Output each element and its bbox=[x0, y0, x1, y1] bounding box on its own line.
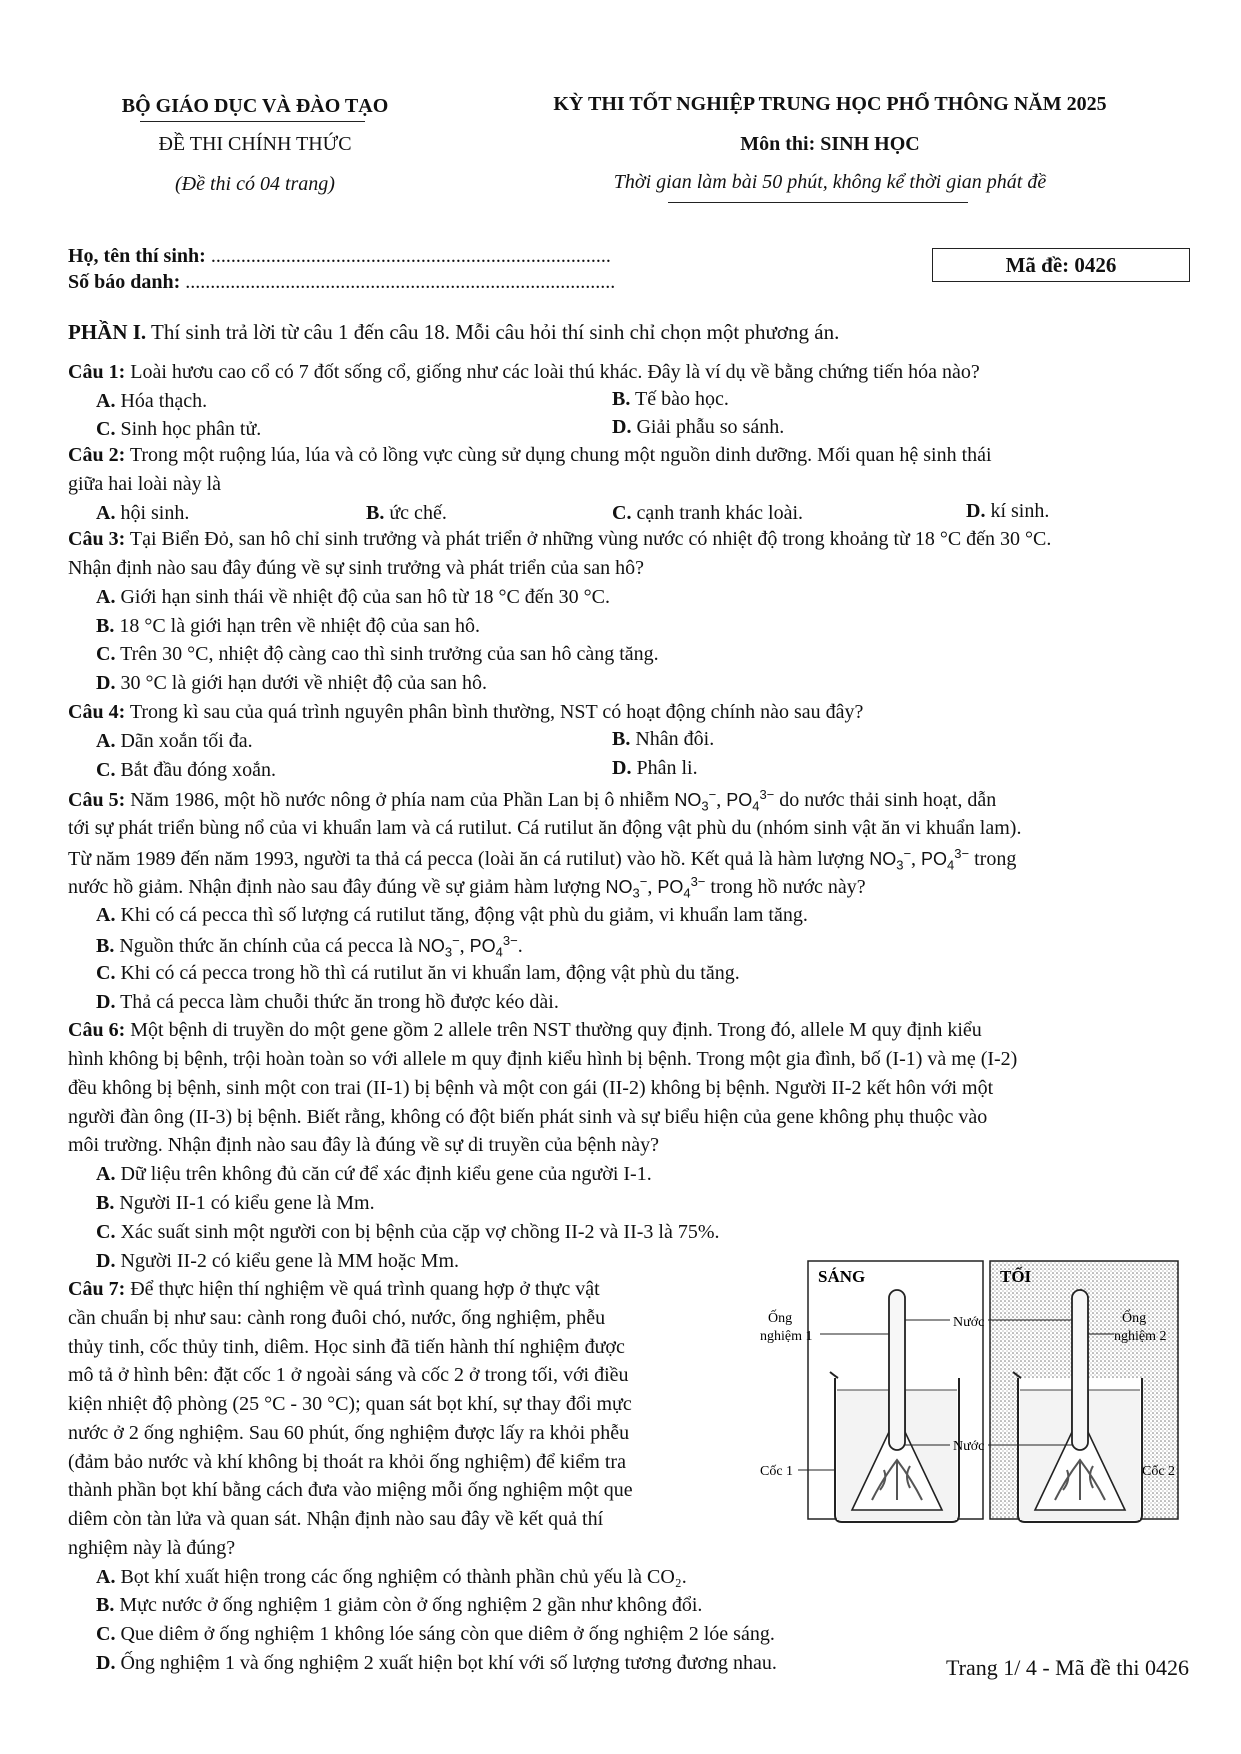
official-label: ĐỀ THI CHÍNH THỨC bbox=[158, 133, 352, 155]
q5-line1a: Năm 1986, một hồ nước nông ở phía nam của Phần Lan bị ô nhiễm bbox=[130, 789, 670, 811]
q7-line3: thủy tinh, cốc thủy tinh, diêm. Học sinh đã tiến hành thí nghiệm được bbox=[68, 1336, 625, 1358]
option-text: Người II-1 có kiểu gene là Mm. bbox=[119, 1192, 375, 1214]
q7-label: Câu 7: bbox=[68, 1278, 126, 1300]
cup2-label: Cốc 2 bbox=[1142, 1464, 1176, 1479]
option-letter: A. bbox=[96, 904, 116, 926]
q2-option-c bbox=[612, 502, 803, 525]
q5-stem: Câu 5: Năm 1986, một hồ nước nông ở phía nam của Phần Lan bị ô nhiễm $NO_3^-$, $PO_4^{3-}$ do nước thải sinh hoạt, dẫn bbox=[68, 787, 997, 814]
option-text: Trên 30 °C, nhiệt độ càng cao thì sinh trưởng của san hô càng tăng. bbox=[120, 643, 659, 665]
q5-stem-3: Từ năm 1989 đến năm 1993, người ta thả cá pecca (loài ăn cá rutilut) vào hồ. Kết quả là hàm lượng $NO_3^-$, $PO_4^{3-}$ trong bbox=[68, 846, 1017, 873]
name-dots: ................................................................................ bbox=[210, 245, 611, 267]
q6-line4: người đàn ông (II-3) bị bệnh. Biết rằng, không có đột biến phát sinh và sự biểu hiện của gene không phụ thuộc vào bbox=[68, 1106, 988, 1128]
q5-option-b: B. Nguồn thức ăn chính của cá pecca là $NO_3^-$, $PO_4^{3-}$. bbox=[96, 933, 523, 960]
q5-line2: tới sự phát triển bùng nổ của vi khuẩn lam và cá rutilut. Cá rutilut ăn động vật phù du (nhóm sinh vật ăn vi khuẩn lam). bbox=[68, 817, 1022, 839]
option-letter: C. bbox=[96, 643, 116, 665]
option-letter: B. bbox=[612, 388, 631, 410]
option-text: Ống nghiệm 1 và ống nghiệm 2 xuất hiện bọt khí với số lượng tương đương nhau. bbox=[120, 1652, 777, 1674]
q6-option-c bbox=[96, 1221, 720, 1244]
q4-option-d bbox=[612, 757, 698, 780]
q7-option-b bbox=[96, 1594, 702, 1617]
option-text: Bắt đầu đóng xoắn. bbox=[120, 759, 276, 781]
q6-line5: môi trường. Nhận định nào sau đây là đúng về sự di truyền của bệnh này? bbox=[68, 1134, 660, 1156]
q6-stem bbox=[68, 1019, 982, 1042]
option-letter: D. bbox=[612, 757, 632, 779]
q5-option-a bbox=[96, 904, 808, 927]
q5-line1b: do nước thải sinh hoạt, dẫn bbox=[779, 789, 997, 811]
q3-stem-2 bbox=[68, 557, 644, 580]
q7-stem-8 bbox=[68, 1479, 633, 1502]
chem-no3: $NO_3^-$ bbox=[674, 787, 717, 814]
water-top-label: Nước bbox=[953, 1315, 985, 1330]
q5-option-c bbox=[96, 962, 740, 985]
option-letter: A. bbox=[96, 390, 116, 412]
q4-stem bbox=[68, 701, 863, 724]
option-letter: A. bbox=[96, 586, 116, 608]
q3-option-b bbox=[96, 615, 480, 638]
q1-option-b bbox=[612, 388, 729, 411]
q6-stem-4 bbox=[68, 1106, 987, 1129]
option-letter: C. bbox=[96, 418, 116, 440]
q3-line1: Tại Biển Đỏ, san hô chỉ sinh trưởng và phát triển ở những vùng nước có nhiệt độ trong khoảng từ 18 °C đến 30 °C. bbox=[129, 528, 1052, 550]
q7-line5: kiện nhiệt độ phòng (25 °C - 30 °C); quan sát bọt khí, sự thay đổi mực bbox=[68, 1393, 632, 1415]
option-letter: B. bbox=[96, 1594, 115, 1616]
q3-option-c bbox=[96, 643, 659, 666]
option-letter: C. bbox=[96, 962, 116, 984]
option-text: Sinh học phân tử. bbox=[120, 418, 262, 440]
name-row bbox=[68, 245, 611, 268]
option-letter: B. bbox=[96, 615, 115, 637]
exam-title: KỲ THI TỐT NGHIỆP TRUNG HỌC PHỔ THÔNG NĂM 2025 bbox=[553, 93, 1107, 115]
id-dots: ...................................................................................... bbox=[185, 271, 616, 293]
option-letter: A. bbox=[96, 730, 116, 752]
option-letter: D. bbox=[612, 416, 632, 438]
q3-option-a bbox=[96, 586, 610, 609]
option-letter: C. bbox=[96, 1221, 116, 1243]
q5-option-d bbox=[96, 991, 559, 1014]
chem-po4: $PO_4^{3-}$ bbox=[921, 846, 970, 873]
option-letter: B. bbox=[366, 502, 385, 524]
option-letter: D. bbox=[96, 991, 116, 1013]
option-text: Giải phẫu so sánh. bbox=[636, 416, 785, 438]
tube2-label-2: nghiệm 2 bbox=[1114, 1329, 1167, 1344]
option-letter: B. bbox=[96, 1192, 115, 1214]
chem-po4: $PO_4^{3-}$ bbox=[657, 874, 706, 901]
q7-line8: thành phần bọt khí bằng cách đưa vào miệng mỗi ống nghiệm một que bbox=[68, 1479, 633, 1501]
q7-line6: nước ở 2 ống nghiệm. Sau 60 phút, ống nghiệm được lấy ra khỏi phễu bbox=[68, 1422, 630, 1444]
option-text: kí sinh. bbox=[990, 500, 1050, 522]
q2-option-a bbox=[96, 502, 189, 525]
q4-option-b bbox=[612, 728, 714, 751]
option-text: Mực nước ở ống nghiệm 1 giảm còn ở ống nghiệm 2 gần như không đổi. bbox=[119, 1594, 703, 1616]
option-text: Nguồn thức ăn chính của cá pecca là bbox=[119, 935, 413, 957]
q7-stem-9 bbox=[68, 1508, 603, 1531]
q6-stem-5 bbox=[68, 1134, 659, 1157]
q6-stem-3 bbox=[68, 1077, 993, 1100]
option-text: Giới hạn sinh thái về nhiệt độ của san hô từ 18 °C đến 30 °C. bbox=[120, 586, 611, 608]
tube1-label-2: nghiệm 1 bbox=[760, 1329, 813, 1344]
option-letter: D. bbox=[96, 672, 116, 694]
light-label: SÁNG bbox=[818, 1267, 866, 1286]
q5-label: Câu 5: bbox=[68, 789, 126, 811]
option-text: Nhân đôi. bbox=[635, 728, 715, 750]
part1-text: Thí sinh trả lời từ câu 1 đến câu 18. Mỗi câu hỏi thí sinh chỉ chọn một phương án. bbox=[151, 320, 840, 344]
q7-stem-10 bbox=[68, 1537, 235, 1560]
q7-stem bbox=[68, 1278, 600, 1301]
q7-line4: mô tả ở hình bên: đặt cốc 1 ở ngoài sáng và cốc 2 ở trong tối, với điều bbox=[68, 1364, 629, 1386]
option-text: Xác suất sinh một người con bị bệnh của cặp vợ chồng II-2 và II-3 là 75%. bbox=[120, 1221, 720, 1243]
option-letter: B. bbox=[612, 728, 631, 750]
q1-stem bbox=[68, 361, 980, 384]
q1-text: Loài hươu cao cổ có 7 đốt sống cổ, giống như các loài thú khác. Đây là ví dụ về bằng chứng tiến hóa nào? bbox=[130, 361, 980, 383]
q2-line1: Trong một ruộng lúa, lúa và cỏ lồng vực cùng sử dụng chung một nguồn dinh dưỡng. Mối quan hệ sinh thái bbox=[129, 444, 992, 466]
option-text: Que diêm ở ống nghiệm 1 không lóe sáng còn que diêm ở ống nghiệm 2 lóe sáng. bbox=[120, 1623, 775, 1645]
q6-line1: Một bệnh di truyền do một gene gồm 2 allele trên NST thường quy định. Trong đó, allele M quy định kiểu bbox=[130, 1019, 982, 1041]
q2-stem bbox=[68, 444, 992, 467]
time-underline bbox=[668, 202, 968, 203]
q1-option-d bbox=[612, 416, 784, 439]
part1-label: PHẦN I. bbox=[68, 320, 147, 344]
chem-po4: $PO_4^{3-}$ bbox=[726, 787, 775, 814]
q7-stem-3 bbox=[68, 1336, 625, 1359]
tube2-label: Ống bbox=[1122, 1311, 1147, 1326]
option-letter: C. bbox=[96, 759, 116, 781]
q7-option-d bbox=[96, 1652, 777, 1675]
q6-line3: đều không bị bệnh, sinh một con trai (II-1) bị bệnh và một con gái (II-2) không bị bệnh. Người II-2 kết hôn với một bbox=[68, 1077, 994, 1099]
time-note: Thời gian làm bài 50 phút, không kể thời gian phát đề bbox=[613, 171, 1047, 193]
q7-stem-5 bbox=[68, 1393, 632, 1416]
option-text: Dãn xoắn tối đa. bbox=[120, 730, 253, 752]
option-text: Người II-2 có kiểu gene là MM hoặc Mm. bbox=[120, 1250, 460, 1272]
cup1-label: Cốc 1 bbox=[760, 1464, 794, 1479]
q2-label: Câu 2: bbox=[68, 444, 126, 466]
option-text: Tế bào học. bbox=[634, 388, 729, 410]
q7-line10: nghiệm này là đúng? bbox=[68, 1537, 236, 1559]
q5-line4b: trong hồ nước này? bbox=[710, 876, 866, 898]
q5-line4a: nước hồ giảm. Nhận định nào sau đây đúng về sự giảm hàm lượng bbox=[68, 876, 601, 898]
part1-instruction bbox=[68, 320, 839, 345]
q7-stem-7 bbox=[68, 1451, 626, 1474]
q3-stem bbox=[68, 528, 1051, 551]
option-letter: D. bbox=[96, 1652, 116, 1674]
q4-option-a bbox=[96, 730, 253, 753]
q6-label: Câu 6: bbox=[68, 1019, 126, 1041]
q5-line3b: trong bbox=[974, 848, 1017, 870]
chem-no3: $NO_3^-$ bbox=[605, 874, 648, 901]
option-text: Hóa thạch. bbox=[120, 390, 208, 412]
q6-option-b bbox=[96, 1192, 375, 1215]
tube1-label: Ống bbox=[768, 1311, 793, 1326]
q7-option-c bbox=[96, 1623, 775, 1646]
option-text: Khi có cá pecca trong hồ thì cá rutilut ăn vi khuẩn lam, động vật phù du tăng. bbox=[120, 962, 740, 984]
chem-no3: $NO_3^-$ bbox=[869, 846, 912, 873]
option-text: Thả cá pecca làm chuỗi thức ăn trong hồ được kéo dài. bbox=[120, 991, 559, 1013]
q5-line3a: Từ năm 1989 đến năm 1993, người ta thả cá pecca (loài ăn cá rutilut) vào hồ. Kết quả là hàm lượng bbox=[68, 848, 865, 870]
name-label: Họ, tên thí sinh: bbox=[68, 245, 206, 267]
chem-no3: $NO_3^-$ bbox=[417, 933, 460, 960]
option-letter: C. bbox=[612, 502, 632, 524]
q2-stem-2 bbox=[68, 473, 221, 496]
q3-line2: Nhận định nào sau đây đúng về sự sinh trưởng và phát triển của san hô? bbox=[68, 557, 645, 579]
dark-label: TỐI bbox=[1000, 1267, 1032, 1286]
q4-label: Câu 4: bbox=[68, 701, 126, 723]
q6-option-a bbox=[96, 1163, 652, 1186]
exam-code-box: Mã đề: 0426 bbox=[932, 248, 1190, 282]
option-letter: D. bbox=[96, 1250, 116, 1272]
option-letter: D. bbox=[966, 500, 986, 522]
q1-option-a bbox=[96, 390, 207, 413]
id-row bbox=[68, 271, 615, 294]
q6-stem-2 bbox=[68, 1048, 1017, 1071]
option-letter: A. bbox=[96, 502, 116, 524]
water-mid-label: Nước bbox=[953, 1439, 985, 1454]
q7-stem-4 bbox=[68, 1364, 629, 1387]
option-text: Bọt khí xuất hiện trong các ống nghiệm có thành phần chủ yếu là CO₂. bbox=[120, 1566, 687, 1588]
q4-option-c bbox=[96, 759, 276, 782]
option-letter: A. bbox=[96, 1566, 116, 1588]
q7-line9: diêm còn tàn lửa và quan sát. Nhận định nào sau đây về kết quả thí bbox=[68, 1508, 604, 1530]
q5-stem-4: nước hồ giảm. Nhận định nào sau đây đúng về sự giảm hàm lượng $NO_3^-$, $PO_4^{3-}$ trong hồ nước này? bbox=[68, 874, 866, 901]
q3-option-d bbox=[96, 672, 487, 695]
option-letter: B. bbox=[96, 935, 115, 957]
q6-line2: hình không bị bệnh, trội hoàn toàn so với allele m quy định kiểu hình bị bệnh. Trong một gia đình, bố (I-1) và mẹ (I-2) bbox=[68, 1048, 1018, 1070]
q2-option-d bbox=[966, 500, 1049, 523]
option-text: cạnh tranh khác loài. bbox=[636, 502, 804, 524]
option-text: hội sinh. bbox=[120, 502, 190, 524]
q2-option-b bbox=[366, 502, 447, 525]
pages-note: (Đề thi có 04 trang) bbox=[175, 173, 335, 195]
subject: Môn thi: SINH HỌC bbox=[740, 133, 920, 155]
q4-text: Trong kì sau của quá trình nguyên phân bình thường, NST có hoạt động chính nào sau đây? bbox=[129, 701, 864, 723]
option-text: Phân li. bbox=[636, 757, 698, 779]
option-letter: A. bbox=[96, 1163, 116, 1185]
option-text: ức chế. bbox=[389, 502, 447, 524]
ministry-underline bbox=[140, 121, 365, 122]
q2-line2: giữa hai loài này là bbox=[68, 473, 222, 495]
option-text: 18 °C là giới hạn trên về nhiệt độ của san hô. bbox=[119, 615, 481, 637]
q7-option-a bbox=[96, 1566, 687, 1589]
ministry-title: BỘ GIÁO DỤC VÀ ĐÀO TẠO bbox=[121, 95, 389, 117]
q7-line7: (đảm bảo nước và khí không bị thoát ra khỏi ống nghiệm) để kiểm tra bbox=[68, 1451, 626, 1473]
q1-option-c bbox=[96, 418, 261, 441]
q7-stem-6 bbox=[68, 1422, 629, 1445]
chem-po4: $PO_4^{3-}$ bbox=[469, 933, 518, 960]
q7-line1: Để thực hiện thí nghiệm về quá trình quang hợp ở thực vật bbox=[130, 1278, 600, 1300]
q7-stem-2 bbox=[68, 1307, 605, 1330]
option-text: Khi có cá pecca thì số lượng cá rutilut tăng, động vật phù du giảm, vi khuẩn lam tăng. bbox=[120, 904, 808, 926]
option-text: Dữ liệu trên không đủ căn cứ để xác định kiểu gene của người I-1. bbox=[120, 1163, 652, 1185]
option-letter: C. bbox=[96, 1623, 116, 1645]
q7-line2: cần chuẩn bị như sau: cành rong đuôi chó, nước, ống nghiệm, phễu bbox=[68, 1307, 606, 1329]
id-label: Số báo danh: bbox=[68, 271, 181, 293]
page-footer: Trang 1/ 4 - Mã đề thi 0426 bbox=[945, 1655, 1189, 1680]
q6-option-d bbox=[96, 1250, 459, 1273]
experiment-figure bbox=[760, 1260, 1180, 1560]
option-text: 30 °C là giới hạn dưới về nhiệt độ của san hô. bbox=[120, 672, 488, 694]
q3-label: Câu 3: bbox=[68, 528, 126, 550]
q5-stem-2 bbox=[68, 817, 1021, 840]
q1-label: Câu 1: bbox=[68, 361, 126, 383]
